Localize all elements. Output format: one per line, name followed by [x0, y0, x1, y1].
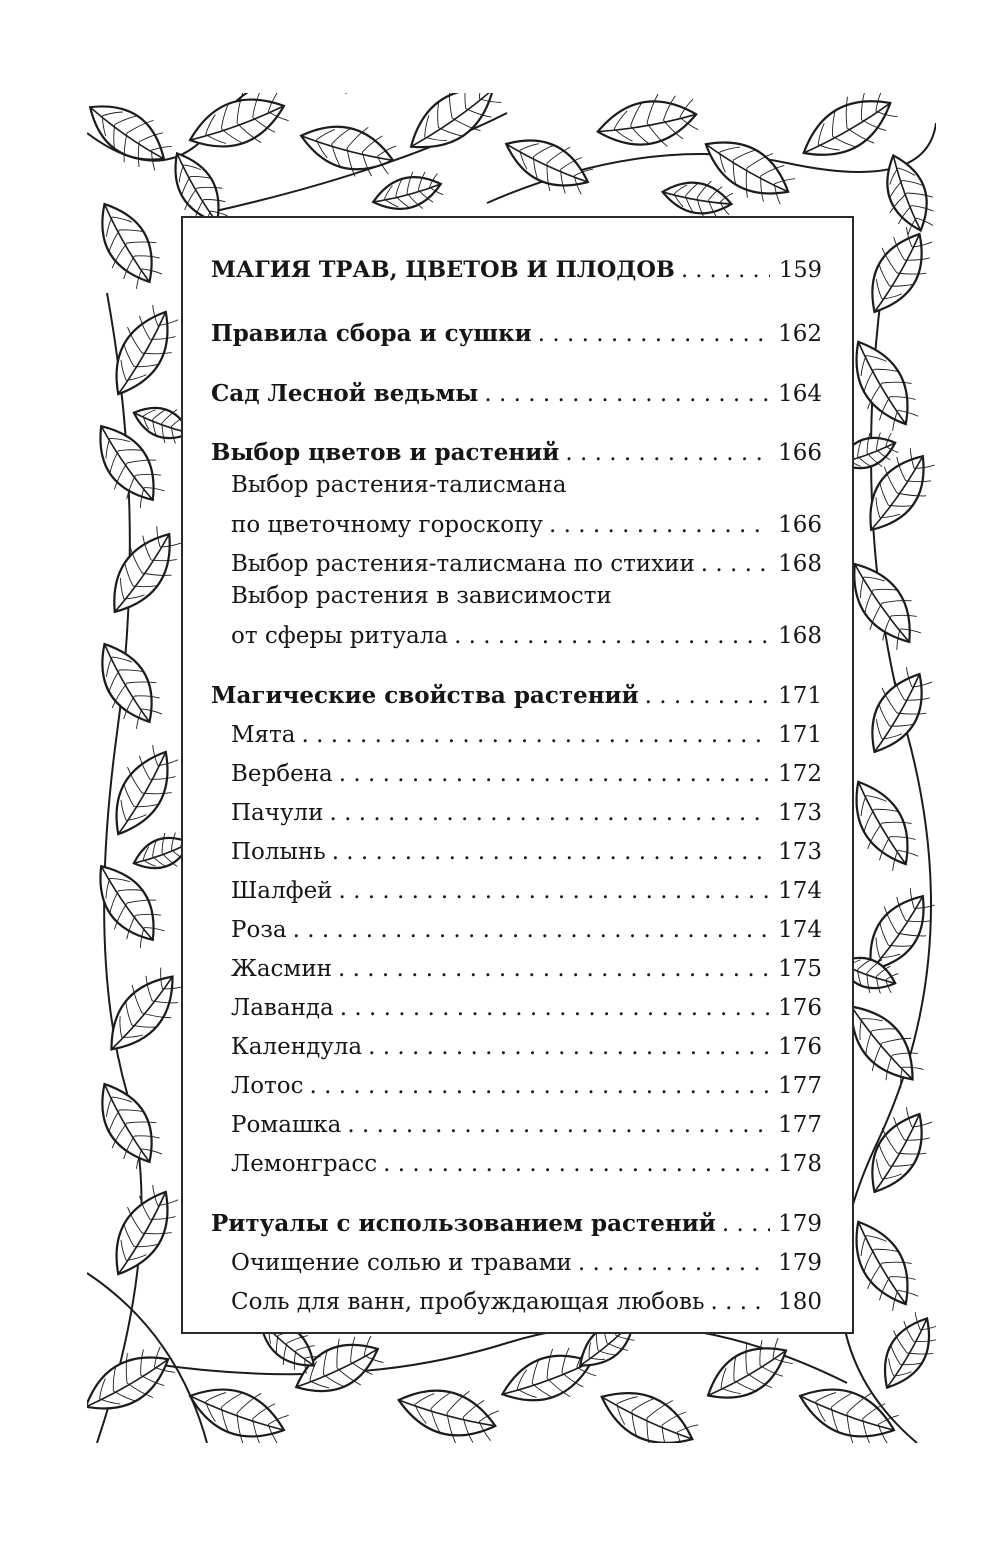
toc-subentry[interactable] — [231, 909, 822, 945]
leaf-icon — [852, 1101, 936, 1204]
leaf-icon — [872, 148, 936, 239]
toc-subentry[interactable] — [231, 1026, 822, 1062]
toc-subentry[interactable] — [231, 1065, 822, 1101]
dot-leader — [549, 511, 770, 540]
toc-title: Пачули — [231, 800, 324, 827]
dot-leader — [332, 838, 770, 867]
toc-subentry[interactable] — [231, 714, 822, 750]
toc-page: 166 — [778, 512, 822, 539]
toc-section-heading[interactable] — [211, 248, 822, 284]
toc-page: 173 — [778, 800, 822, 827]
toc-title: Полынь — [231, 839, 326, 866]
toc-page: 171 — [778, 722, 822, 749]
toc-subentry[interactable] — [231, 1104, 822, 1140]
leaf-icon — [852, 221, 936, 324]
toc-subentry[interactable] — [231, 543, 822, 579]
dot-leader — [339, 877, 770, 906]
dot-leader — [681, 256, 770, 284]
toc-title: Лотос — [231, 1073, 304, 1100]
leaf-icon — [94, 519, 190, 626]
leaf-icon — [87, 631, 172, 734]
toc-page: 171 — [778, 683, 822, 710]
toc-title: Календула — [231, 1034, 363, 1061]
toc-title: Ритуалы с использованием растений — [211, 1210, 716, 1238]
leaf-icon — [392, 1374, 502, 1443]
toc-title-line1: Выбор растения в зависимости — [231, 583, 612, 609]
toc-chapter[interactable] — [211, 675, 822, 711]
toc-page: 162 — [778, 321, 822, 348]
leaf-icon — [87, 93, 178, 180]
table-of-contents — [181, 216, 854, 1334]
toc-subentry[interactable] — [231, 792, 822, 828]
dot-leader — [368, 1033, 770, 1062]
dot-leader — [347, 1111, 770, 1140]
toc-chapter[interactable] — [211, 432, 822, 468]
toc-title: Соль для ванн, пробуждающая любовь — [231, 1289, 705, 1316]
toc-chapter[interactable] — [211, 1203, 822, 1239]
leaf-icon — [181, 1371, 293, 1443]
dot-leader — [484, 380, 770, 409]
dot-leader — [645, 682, 770, 711]
dot-leader — [701, 550, 770, 579]
dot-leader — [565, 439, 770, 468]
leaf-icon — [368, 165, 446, 220]
toc-subentry[interactable] — [231, 504, 822, 540]
dot-leader — [454, 622, 770, 651]
toc-page: 172 — [778, 761, 822, 788]
toc-title: Правила сбора и сушки — [211, 320, 532, 348]
dot-leader — [383, 1150, 770, 1179]
toc-title: Роза — [231, 917, 287, 944]
dot-leader — [329, 799, 770, 828]
leaf-icon — [590, 1373, 703, 1443]
leaf-icon — [87, 191, 172, 294]
toc-chapter[interactable] — [211, 373, 822, 409]
toc-page: 166 — [778, 440, 822, 467]
toc-page: 168 — [778, 623, 822, 650]
toc-subentry[interactable] — [231, 1242, 822, 1278]
leaf-icon — [695, 1328, 798, 1417]
toc-page: 168 — [778, 551, 822, 578]
dot-leader — [338, 955, 770, 984]
dot-leader — [710, 1288, 770, 1317]
toc-page: 173 — [778, 839, 822, 866]
toc-page: 177 — [778, 1073, 822, 1100]
toc-subentry[interactable] — [231, 1281, 822, 1317]
toc-title-line2: по цветочному гороскопу — [231, 512, 543, 539]
leaf-icon — [87, 1071, 172, 1174]
toc-subentry[interactable] — [231, 987, 822, 1023]
dot-leader — [722, 1210, 770, 1239]
toc-page: 174 — [778, 878, 822, 905]
toc-subentry[interactable] — [231, 831, 822, 867]
leaf-icon — [295, 111, 400, 185]
toc-page: 180 — [778, 1289, 822, 1316]
dot-leader — [302, 721, 771, 750]
toc-title: Магические свойства растений — [211, 682, 639, 710]
toc-page: 179 — [778, 1211, 822, 1238]
toc-subentry[interactable] — [231, 1143, 822, 1179]
toc-title: Жасмин — [231, 956, 332, 983]
dot-leader — [339, 760, 770, 789]
toc-page: 164 — [778, 381, 822, 408]
leaf-icon — [790, 93, 903, 176]
toc-title: Лемонграсс — [231, 1151, 378, 1178]
toc-title: Шалфей — [231, 878, 333, 905]
toc-page: 178 — [778, 1151, 822, 1178]
toc-title-line2: от сферы ритуала — [231, 623, 449, 650]
toc-title: Вербена — [231, 761, 333, 788]
toc-title: Ромашка — [231, 1112, 342, 1139]
toc-title: Лаванда — [231, 995, 334, 1022]
toc-page: 159 — [779, 256, 822, 283]
toc-subentry[interactable] — [231, 615, 822, 651]
dot-leader — [310, 1072, 771, 1101]
dot-leader — [340, 994, 770, 1023]
toc-page: 179 — [778, 1250, 822, 1277]
leaf-icon — [181, 93, 293, 165]
toc-title: Выбор растения-талисмана по стихии — [231, 551, 695, 578]
dot-leader — [293, 916, 770, 945]
toc-title: Мята — [231, 722, 296, 749]
toc-chapter[interactable] — [211, 313, 822, 349]
toc-title: Выбор цветов и растений — [211, 439, 560, 467]
toc-title: Сад Лесной ведьмы — [211, 380, 479, 408]
toc-page: 177 — [778, 1112, 822, 1139]
leaf-icon — [496, 122, 598, 204]
dot-leader — [578, 1249, 770, 1278]
toc-subentry[interactable] — [231, 870, 822, 906]
toc-subentry[interactable] — [231, 753, 822, 789]
toc-title: МАГИЯ ТРАВ, ЦВЕТОВ И ПЛОДОВ — [211, 256, 675, 283]
toc-title-line1: Выбор растения-талисмана — [231, 472, 567, 498]
leaf-icon — [867, 1307, 936, 1399]
toc-subentry[interactable] — [231, 948, 822, 984]
leaf-icon — [396, 93, 509, 169]
dot-leader — [538, 320, 770, 349]
toc-page: 176 — [778, 1034, 822, 1061]
leaf-icon — [593, 93, 701, 158]
toc-page: 174 — [778, 917, 822, 944]
toc-page: 176 — [778, 995, 822, 1022]
toc-page: 175 — [778, 956, 822, 983]
toc-title: Очищение солью и травами — [231, 1250, 572, 1277]
